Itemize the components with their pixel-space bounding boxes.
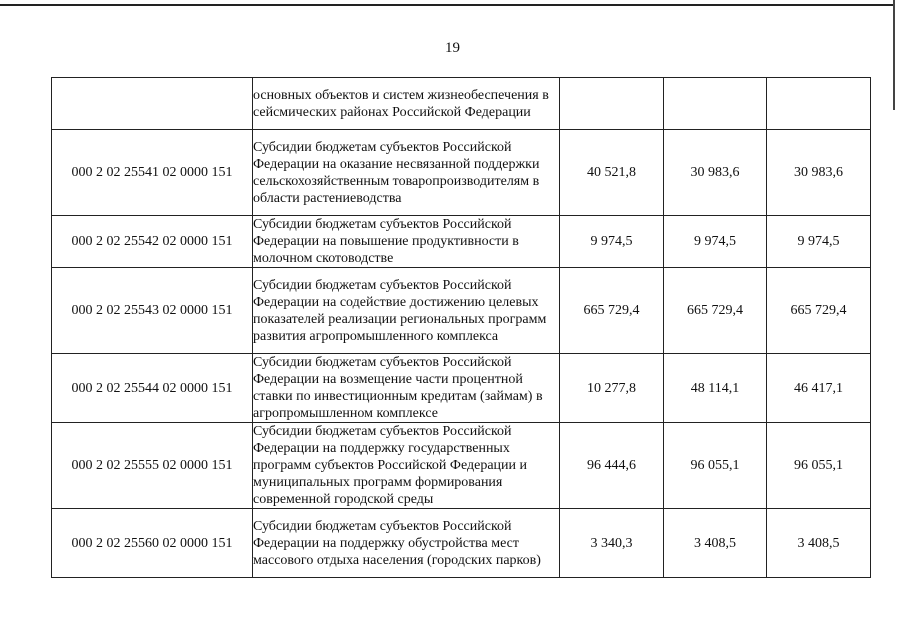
budget-table-body — [52, 78, 871, 578]
table-row — [52, 78, 871, 130]
amount-col-2-cell: 665 729,4 — [664, 268, 767, 354]
description-cell: Субсидии бюджетам субъектов Российской Федерации на содействие достижению целевых показателей реализации региональных программ развития агропромышленного комплекса — [253, 268, 560, 354]
amount-col-1-cell: 3 340,3 — [560, 509, 664, 578]
description-cell: Субсидии бюджетам субъектов Российской Федерации на возмещение части процентной ставки по инвестиционным кредитам (займам) в агропромышленном комплексе — [253, 354, 560, 423]
amount-col-1-cell: 40 521,8 — [560, 130, 664, 216]
budget-code-cell — [52, 78, 253, 130]
amount-col-1-cell: 10 277,8 — [560, 354, 664, 423]
amount-col-2-cell — [664, 78, 767, 130]
amount-col-1-cell: 96 444,6 — [560, 423, 664, 509]
table-row — [52, 509, 871, 578]
amount-col-3-cell: 30 983,6 — [767, 130, 871, 216]
amount-col-3-cell: 3 408,5 — [767, 509, 871, 578]
description-cell: основных объектов и систем жизнеобеспечения в сейсмических районах Российской Федерации — [253, 78, 560, 130]
amount-col-2-cell: 48 114,1 — [664, 354, 767, 423]
budget-table — [51, 77, 871, 578]
amount-col-1-cell — [560, 78, 664, 130]
amount-col-3-cell: 665 729,4 — [767, 268, 871, 354]
budget-code-cell: 000 2 02 25542 02 0000 151 — [52, 216, 253, 268]
budget-code-cell: 000 2 02 25560 02 0000 151 — [52, 509, 253, 578]
amount-col-3-cell: 46 417,1 — [767, 354, 871, 423]
description-cell: Субсидии бюджетам субъектов Российской Федерации на оказание несвязанной поддержки сельскохозяйственным товаропроизводителям в области растениеводства — [253, 130, 560, 216]
amount-col-2-cell: 30 983,6 — [664, 130, 767, 216]
page-number: 19 — [445, 40, 460, 56]
table-row — [52, 130, 871, 216]
amount-col-1-cell: 9 974,5 — [560, 216, 664, 268]
table-row — [52, 268, 871, 354]
amount-col-3-cell: 96 055,1 — [767, 423, 871, 509]
amount-col-3-cell — [767, 78, 871, 130]
budget-code-cell: 000 2 02 25543 02 0000 151 — [52, 268, 253, 354]
description-cell: Субсидии бюджетам субъектов Российской Федерации на поддержку обустройства мест массового отдыха населения (городских парков) — [253, 509, 560, 578]
table-row — [52, 354, 871, 423]
amount-col-2-cell: 3 408,5 — [664, 509, 767, 578]
budget-code-cell: 000 2 02 25541 02 0000 151 — [52, 130, 253, 216]
budget-code-cell: 000 2 02 25544 02 0000 151 — [52, 354, 253, 423]
description-cell: Субсидии бюджетам субъектов Российской Федерации на поддержку государственных программ субъектов Российской Федерации и муниципальных программ формирования современной городской среды — [253, 423, 560, 509]
top-border-line — [0, 4, 893, 6]
description-cell: Субсидии бюджетам субъектов Российской Федерации на повышение продуктивности в молочном скотоводстве — [253, 216, 560, 268]
amount-col-2-cell: 96 055,1 — [664, 423, 767, 509]
amount-col-2-cell: 9 974,5 — [664, 216, 767, 268]
table-row — [52, 423, 871, 509]
amount-col-3-cell: 9 974,5 — [767, 216, 871, 268]
budget-code-cell: 000 2 02 25555 02 0000 151 — [52, 423, 253, 509]
amount-col-1-cell: 665 729,4 — [560, 268, 664, 354]
table-row — [52, 216, 871, 268]
